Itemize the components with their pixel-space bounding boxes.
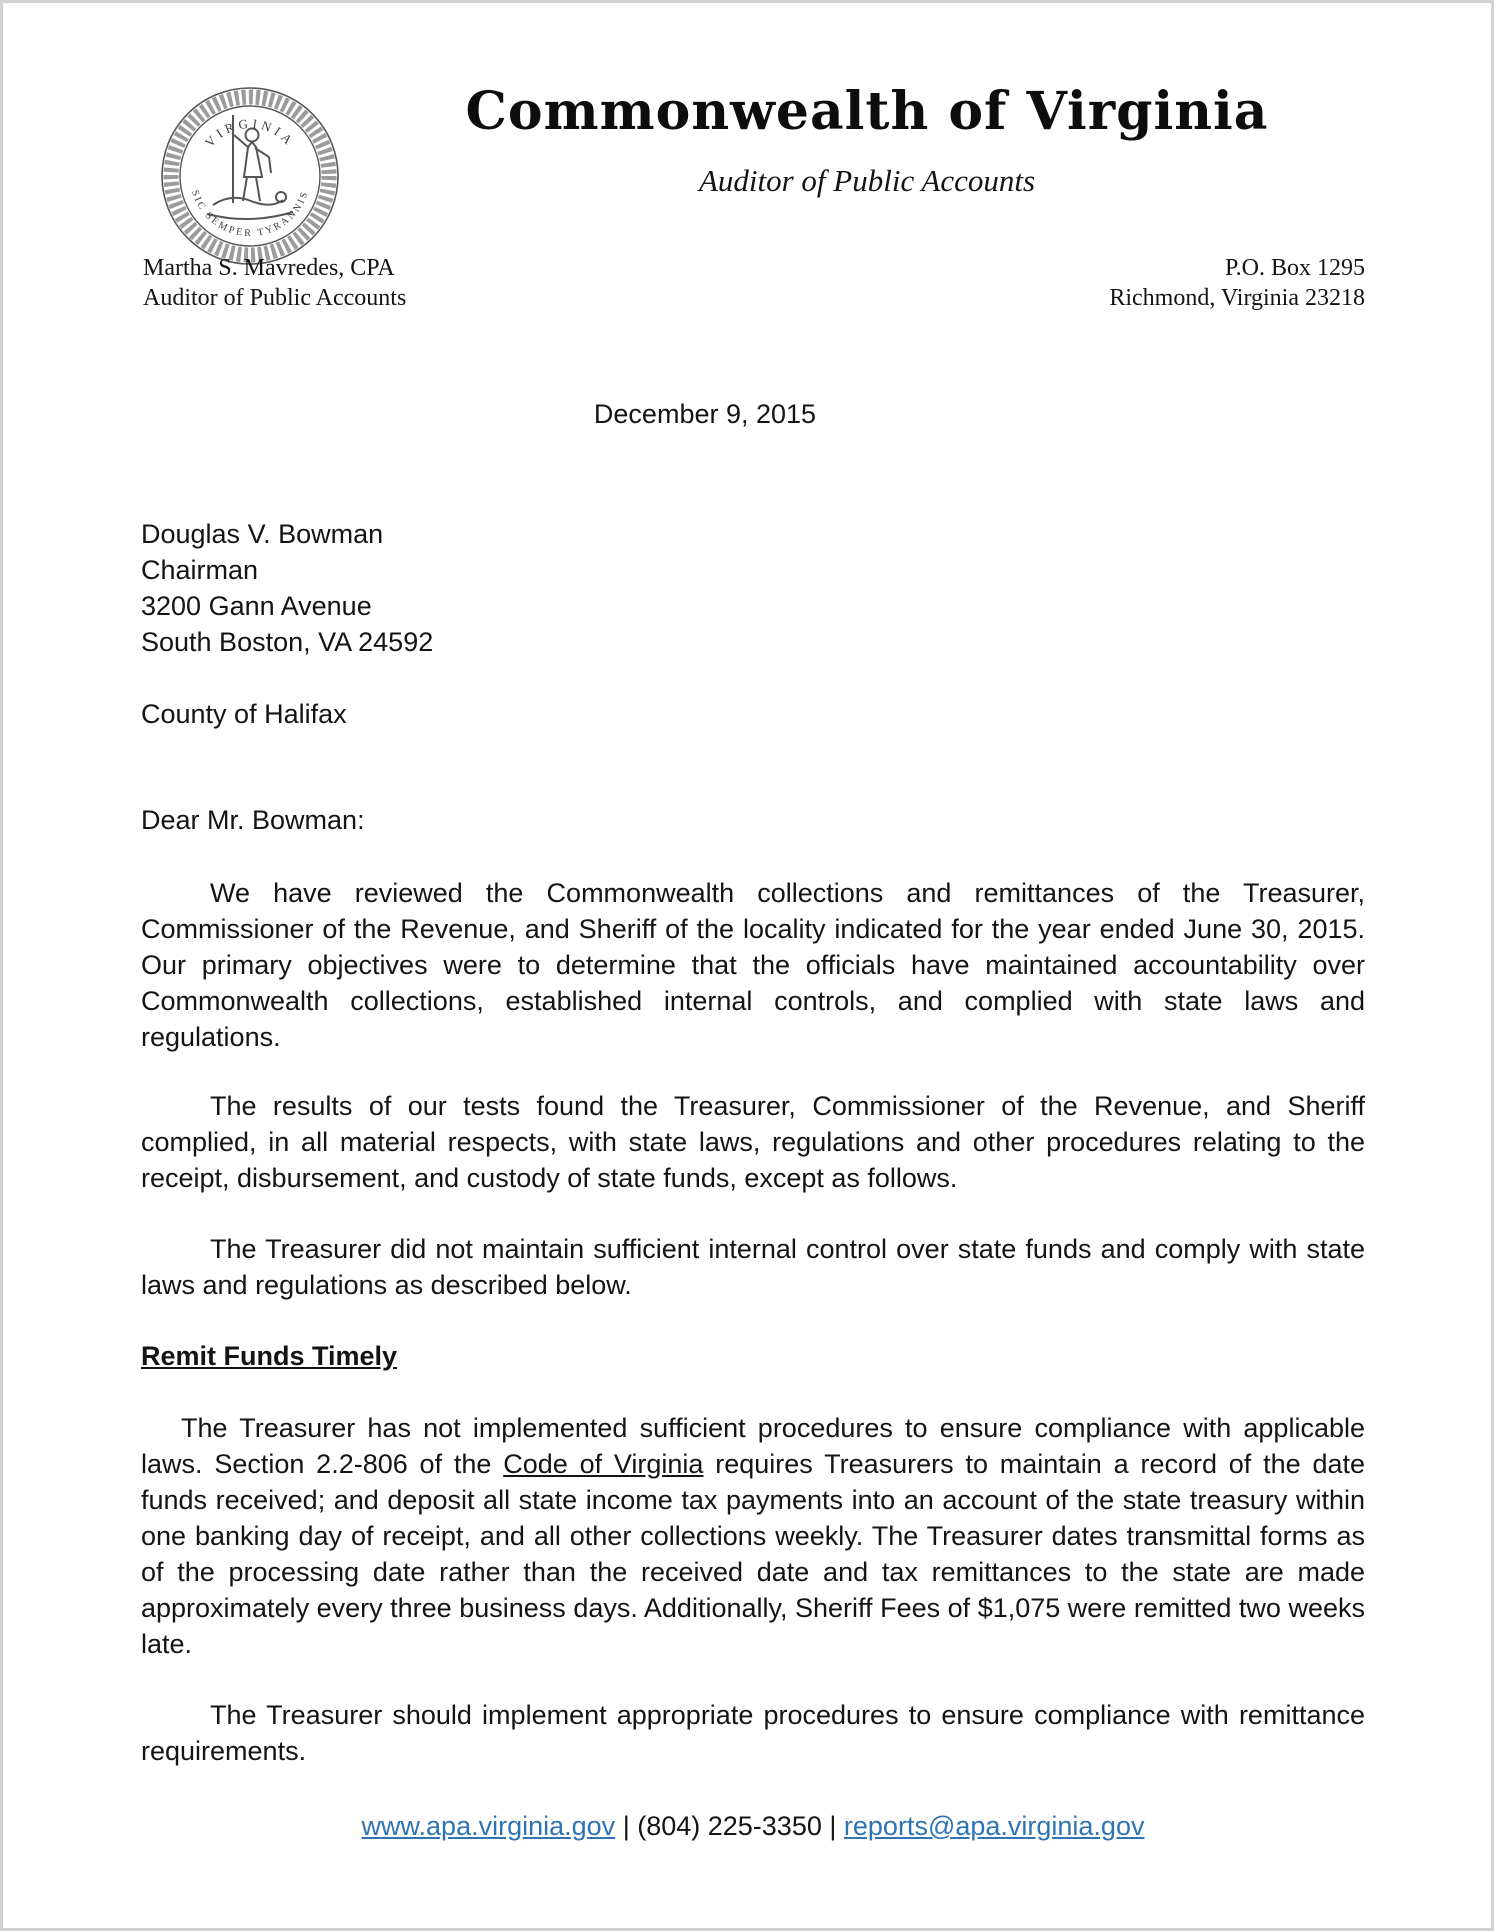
finding-text-after-citation: requires Treasurers to maintain a record of the date funds received; and deposit all state income tax payments into an account of the state treasury within one banking day of receipt, and all other collections weekly. The Treasurer dates transmittal forms as of the processing date rather than the received date and tax remittances to the state are made approximately every three business days. Additionally, Sheriff Fees of $1,075 were remitted two weeks late. [141, 1449, 1365, 1659]
official-block [143, 253, 406, 313]
recipient-street: 3200 Gann Avenue [141, 591, 372, 621]
footer-separator: | [829, 1811, 837, 1841]
office-address-block [1109, 253, 1365, 313]
website-link[interactable]: www.apa.virginia.gov [361, 1811, 616, 1841]
finding-text-before-citation: The Treasurer has not implemented sufficient procedures to ensure compliance with applicable laws. Section 2.2-806 of the [141, 1413, 1365, 1479]
seal-top-text: VIRGINIA [201, 115, 299, 150]
paragraph-test-results: The results of our tests found the Treasurer, Commissioner of the Revenue, and Sheriff complied, in all material respects, with state laws, regulations and other procedures relating to the receipt, disbursement, and custody of state funds, except as follows. [141, 1091, 1365, 1193]
paragraph-recommendation: The Treasurer should implement appropriate procedures to ensure compliance with remittance requirements. [141, 1700, 1365, 1766]
email-link[interactable]: reports@apa.virginia.gov [843, 1811, 1145, 1841]
locality-line: County of Halifax [141, 699, 347, 729]
footer-separator: | [622, 1811, 630, 1841]
paragraph-finding-detail [141, 1410, 1365, 1662]
recipient-name: Douglas V. Bowman [141, 519, 384, 549]
seal-bottom-text: SIC SEMPER TYRANNIS [188, 188, 312, 240]
contact-footer [141, 1808, 1365, 1844]
agency-division: Auditor of Public Accounts [698, 163, 1036, 198]
letter-date: December 9, 2015 [593, 399, 817, 429]
recipient-city-state-zip: South Boston, VA 24592 [141, 627, 434, 657]
office-po-box: P.O. Box 1295 [1224, 255, 1365, 281]
letter-body [141, 396, 1365, 1844]
recipient-address-block [141, 516, 1365, 660]
section-heading-remit-funds-timely [141, 1338, 1365, 1374]
phone-number: (804) 225-3350 [637, 1811, 822, 1841]
paragraph-treasurer-finding: The Treasurer did not maintain sufficient internal control over state funds and comply with state laws and regulations as described below. [141, 1234, 1365, 1300]
agency-name: Commonwealth of Virginia [465, 81, 1269, 142]
paragraph-review-summary: We have reviewed the Commonwealth collections and remittances of the Treasurer, Commissioner of the Revenue, and Sheriff of the locality indicated for the year ended June 30, 2015. Our primary objectives were to determine that the officials have maintained accountability over Commonwealth collections, established internal controls, and complied with state laws and regulations. [141, 878, 1365, 1052]
salutation: Dear Mr. Bowman: [141, 805, 365, 835]
office-city-state-zip: Richmond, Virginia 23218 [1109, 285, 1365, 311]
official-title: Auditor of Public Accounts [143, 285, 407, 311]
recipient-title: Chairman [141, 555, 259, 585]
section-heading-text: Remit Funds Timely [141, 1341, 398, 1371]
official-name: Martha S. Mavredes, CPA [143, 255, 395, 281]
code-of-virginia-citation: Code of Virginia [503, 1449, 704, 1479]
